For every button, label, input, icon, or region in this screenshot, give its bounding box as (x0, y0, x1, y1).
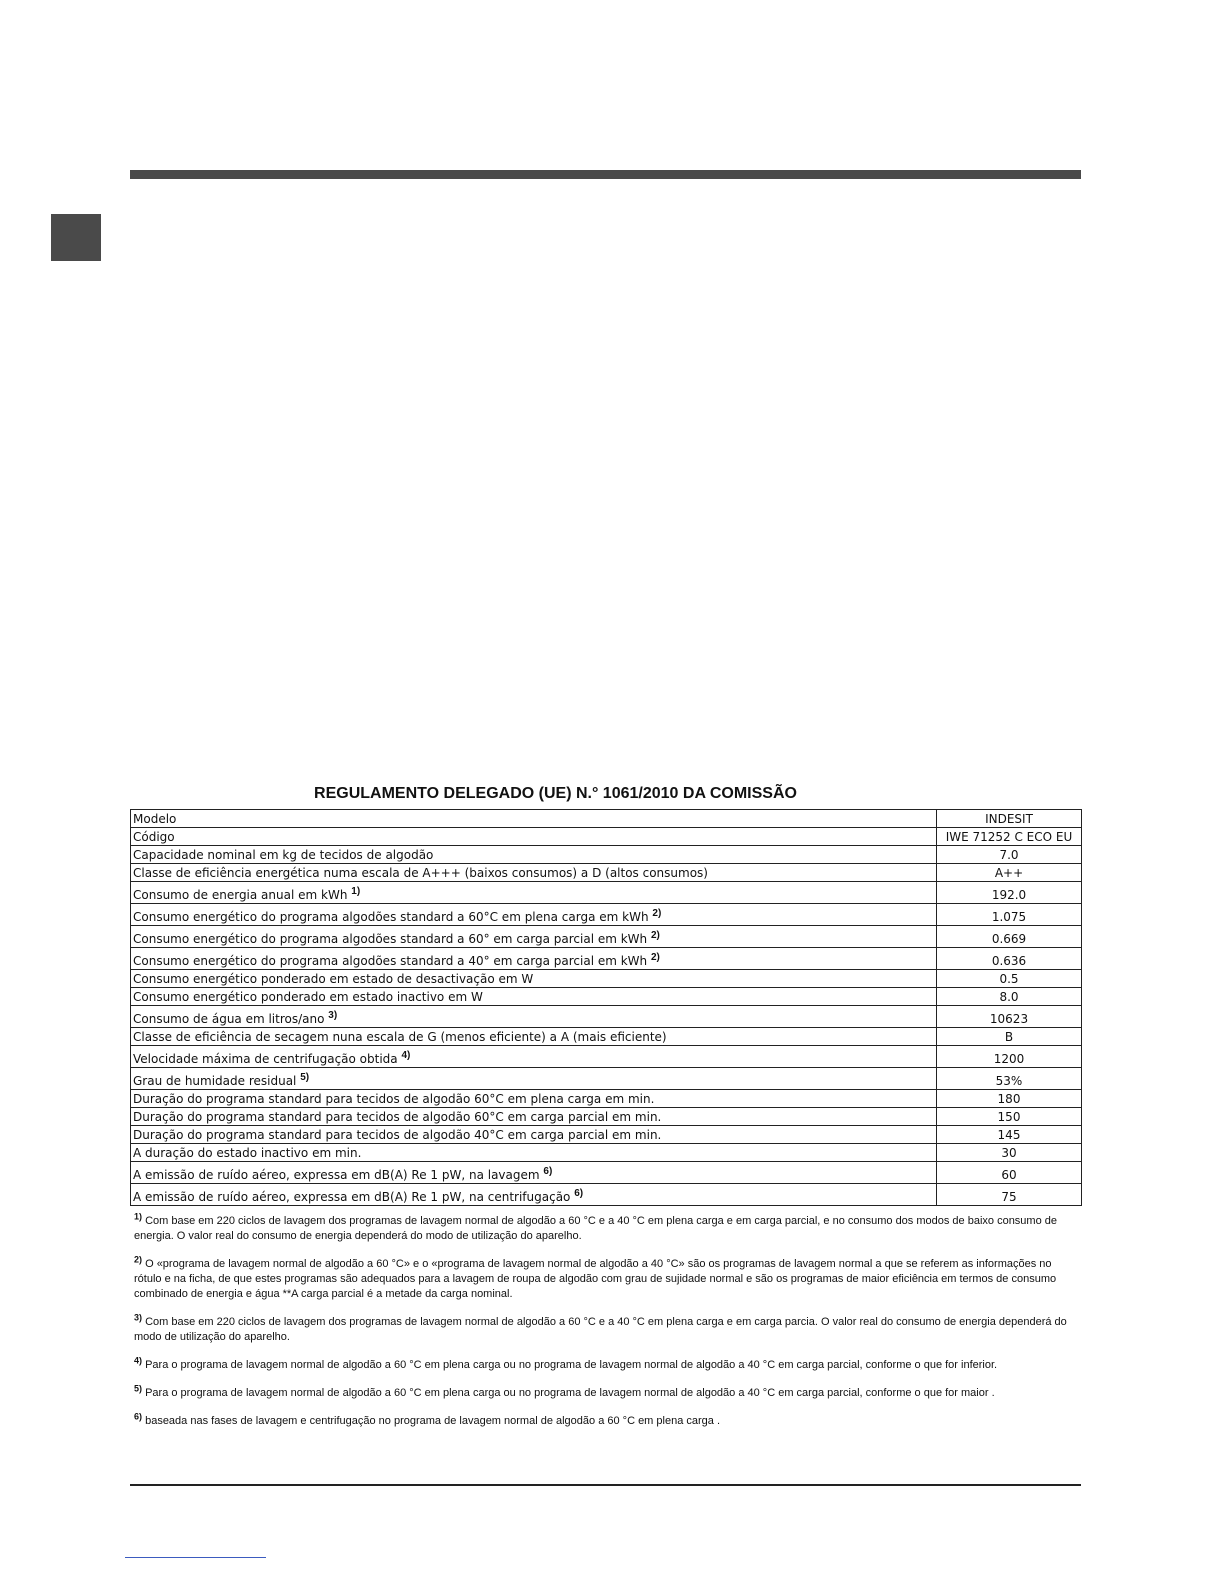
footnote-text: Para o programa de lavagem normal de algodão a 60 °C em plena carga ou no programa de lavagem normal de algodão a 40 °C em carga parcial, conforme o que for maior . (145, 1387, 995, 1399)
top-divider (130, 170, 1081, 179)
table-row (131, 1046, 1082, 1068)
footnote-text: O «programa de lavagem normal de algodão a 60 °C» e o «programa de lavagem normal de algodão a 40 °C» são os programas de lavagem normal a que se referem as informações no rótulo e na ficha, de que estes programas são adequados para a lavagem de roupa de algodão com grau de sujidade normal e são os programas de maior eficiência em termos de consumo combinado de energia e água **A carga parcial é a metade da carga nominal. (134, 1258, 1057, 1300)
row-label: Consumo energético do programa algodões standard a 60° em carga parcial em kWh $^{2)}$ (131, 926, 937, 948)
row-value: 60 (937, 1162, 1082, 1184)
row-label: Classe de eficiência de secagem nuna escala de G (menos eficiente) a A (mais eficiente) (131, 1028, 937, 1046)
footer-link-underline (125, 1557, 266, 1558)
row-value: INDESIT (937, 810, 1082, 828)
table-row (131, 1068, 1082, 1090)
row-value: IWE 71252 C ECO EU (937, 828, 1082, 846)
footnote-mark: 6) (134, 1411, 143, 1422)
footnote (134, 1211, 1082, 1244)
row-value: 180 (937, 1090, 1082, 1108)
row-label: Consumo de energia anual em kWh $^{1)}$ (131, 882, 937, 904)
row-value: 145 (937, 1126, 1082, 1144)
table-row (131, 864, 1082, 882)
footnote-mark: 4) (134, 1355, 143, 1366)
footnote-text: Para o programa de lavagem normal de algodão a 60 °C em plena carga ou no programa de lavagem normal de algodão a 40 °C em carga parcial, conforme o que for inferior. (145, 1359, 998, 1371)
footnote-mark: 2) (134, 1254, 143, 1265)
table-row (131, 1090, 1082, 1108)
table-row (131, 1006, 1082, 1028)
table-row (131, 948, 1082, 970)
regulation-title: REGULAMENTO DELEGADO (UE) N.° 1061/2010 DA COMISSÃO (314, 785, 797, 802)
footnote-text: Com base em 220 ciclos de lavagem dos programas de lavagem normal de algodão a 60 °C e a 40 °C em plena carga e em carga parcial, e no consumo dos modos de baixo consumo de energia. O valor real do consumo de energia dependerá do modo de utilização do aparelho. (134, 1215, 1057, 1242)
row-label: A emissão de ruído aéreo, expressa em dB(A) Re 1 pW, na lavagem $^{6)}$ (131, 1162, 937, 1184)
row-label: Código (131, 828, 937, 846)
row-label: Duração do programa standard para tecidos de algodão 40°C em carga parcial em min. (131, 1126, 937, 1144)
row-label: Grau de humidade residual $^{5)}$ (131, 1068, 937, 1090)
table-row (131, 1028, 1082, 1046)
footnote (134, 1355, 1082, 1373)
table-row (131, 1126, 1082, 1144)
footnote-text: Com base em 220 ciclos de lavagem dos programas de lavagem normal de algodão a 60 °C e a 40 °C em plena carga e em carga parcia. O valor real do consumo de energia dependerá do modo de utilização do aparelho. (134, 1316, 1067, 1343)
footnote (134, 1411, 1082, 1429)
row-value: 7.0 (937, 846, 1082, 864)
footnote-mark: 5) (134, 1383, 143, 1394)
row-label: Modelo (131, 810, 937, 828)
row-value: 0.636 (937, 948, 1082, 970)
row-label: Duração do programa standard para tecidos de algodão 60°C em plena carga em min. (131, 1090, 937, 1108)
row-value: B (937, 1028, 1082, 1046)
row-label: Velocidade máxima de centrifugação obtida $^{4)}$ (131, 1046, 937, 1068)
row-label: Consumo de água em litros/ano $^{3)}$ (131, 1006, 937, 1028)
row-label: Classe de eficiência energética numa escala de A+++ (baixos consumos) a D (altos consumos) (131, 864, 937, 882)
footnote-mark: 1) (134, 1211, 143, 1222)
table-row (131, 882, 1082, 904)
footnote-text: baseada nas fases de lavagem e centrifugação no programa de lavagem normal de algodão a 60 °C em plena carga . (145, 1415, 721, 1427)
row-label: A duração do estado inactivo em min. (131, 1144, 937, 1162)
row-value: 0.669 (937, 926, 1082, 948)
footnote (134, 1383, 1082, 1401)
table-row (131, 1144, 1082, 1162)
table-row (131, 846, 1082, 864)
row-value: 1200 (937, 1046, 1082, 1068)
table-row (131, 1108, 1082, 1126)
table-row (131, 1184, 1082, 1206)
footnote (134, 1254, 1082, 1302)
row-value: 0.5 (937, 970, 1082, 988)
row-value: 75 (937, 1184, 1082, 1206)
table-row (131, 988, 1082, 1006)
table-row (131, 904, 1082, 926)
row-label: Consumo energético ponderado em estado de desactivação em W (131, 970, 937, 988)
table-row (131, 1162, 1082, 1184)
product-spec-table (130, 809, 1082, 1206)
row-label: Capacidade nominal em kg de tecidos de algodão (131, 846, 937, 864)
row-value: 30 (937, 1144, 1082, 1162)
row-label: Consumo energético ponderado em estado inactivo em W (131, 988, 937, 1006)
table-row (131, 970, 1082, 988)
row-value: 8.0 (937, 988, 1082, 1006)
row-label: Consumo energético do programa algodões standard a 40° em carga parcial em kWh $^{2)}$ (131, 948, 937, 970)
bottom-divider (130, 1484, 1081, 1486)
table-row (131, 828, 1082, 846)
row-label: Consumo energético do programa algodões standard a 60°C em plena carga em kWh $^{2)}$ (131, 904, 937, 926)
footnote (134, 1312, 1082, 1345)
row-value: 192.0 (937, 882, 1082, 904)
footnotes (134, 1211, 1082, 1442)
table-row (131, 810, 1082, 828)
row-value: 1.075 (937, 904, 1082, 926)
section-tab-marker (51, 214, 101, 261)
row-value: 10623 (937, 1006, 1082, 1028)
table-row (131, 926, 1082, 948)
row-label: Duração do programa standard para tecidos de algodão 60°C em carga parcial em min. (131, 1108, 937, 1126)
row-value: 150 (937, 1108, 1082, 1126)
row-value: A++ (937, 864, 1082, 882)
row-value: 53% (937, 1068, 1082, 1090)
row-label: A emissão de ruído aéreo, expressa em dB(A) Re 1 pW, na centrifugação $^{6)}$ (131, 1184, 937, 1206)
footnote-mark: 3) (134, 1312, 143, 1323)
